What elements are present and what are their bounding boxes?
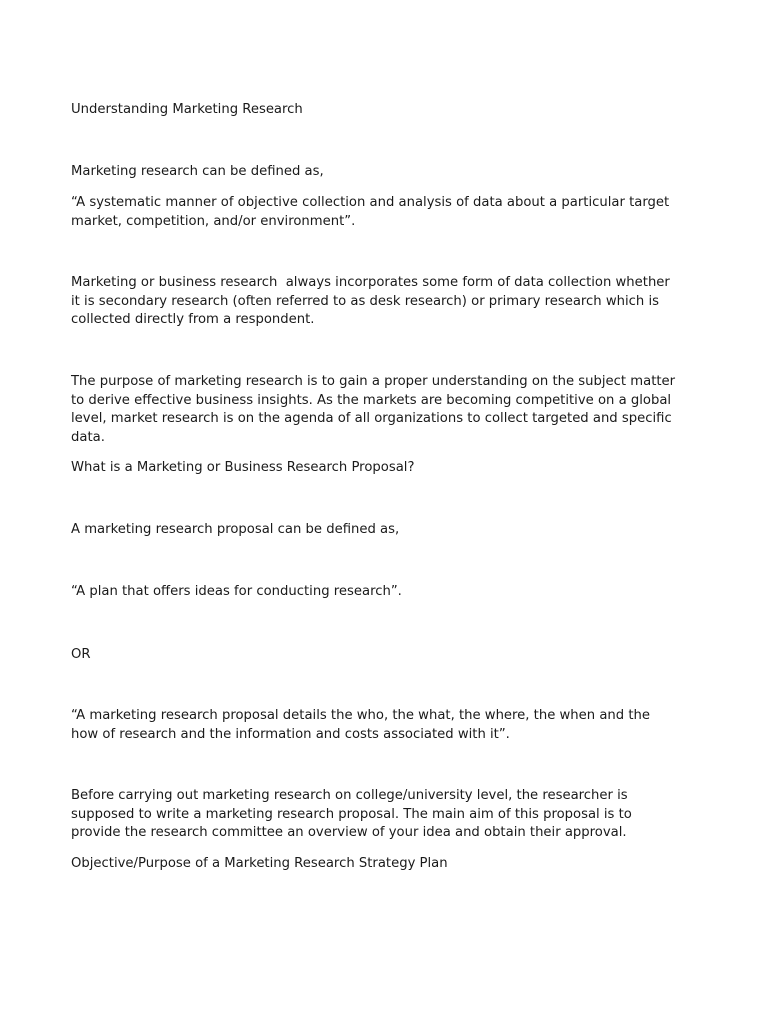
data-collection-paragraph-line: Marketing or business research always incorporates some form of data collection whether <box>71 275 670 290</box>
objective-heading: Objective/Purpose of a Marketing Research Strategy Plan <box>71 856 448 871</box>
or-text: OR <box>71 647 91 662</box>
definition-intro: Marketing research can be defined as, <box>71 164 324 179</box>
proposal-quote-2-line: “A marketing research proposal details the who, the what, the where, the when and the <box>71 708 650 723</box>
before-paragraph-line: provide the research committee an overview of your idea and obtain their approval. <box>71 825 627 840</box>
purpose-paragraph-line: level, market research is on the agenda of all organizations to collect targeted and specific <box>71 411 672 426</box>
proposal-intro: A marketing research proposal can be defined as, <box>71 522 400 537</box>
purpose-paragraph-line: data. <box>71 429 105 445</box>
before-paragraph-line: Before carrying out marketing research on college/university level, the researcher is <box>71 788 628 803</box>
proposal-quote-2-line: how of research and the information and costs associated with it”. <box>71 726 510 742</box>
purpose-paragraph-line: to derive effective business insights. As the markets are becoming competitive on a global <box>71 392 672 408</box>
purpose-paragraph-line: The purpose of marketing research is to gain a proper understanding on the subject matter <box>71 374 676 389</box>
definition-quote-line: “A systematic manner of objective collection and analysis of data about a particular target <box>71 195 670 210</box>
document-title: Understanding Marketing Research <box>71 102 303 117</box>
definition-quote-line: market, competition, and/or environment”. <box>71 213 356 229</box>
proposal-heading: What is a Marketing or Business Research Proposal? <box>71 460 415 475</box>
before-paragraph-line: supposed to write a marketing research proposal. The main aim of this proposal is to <box>71 806 632 822</box>
proposal-quote-1: “A plan that offers ideas for conducting research”. <box>71 584 402 599</box>
data-collection-paragraph-line: collected directly from a respondent. <box>71 312 315 327</box>
data-collection-paragraph-line: it is secondary research (often referred to as desk research) or primary research which is <box>71 293 660 309</box>
